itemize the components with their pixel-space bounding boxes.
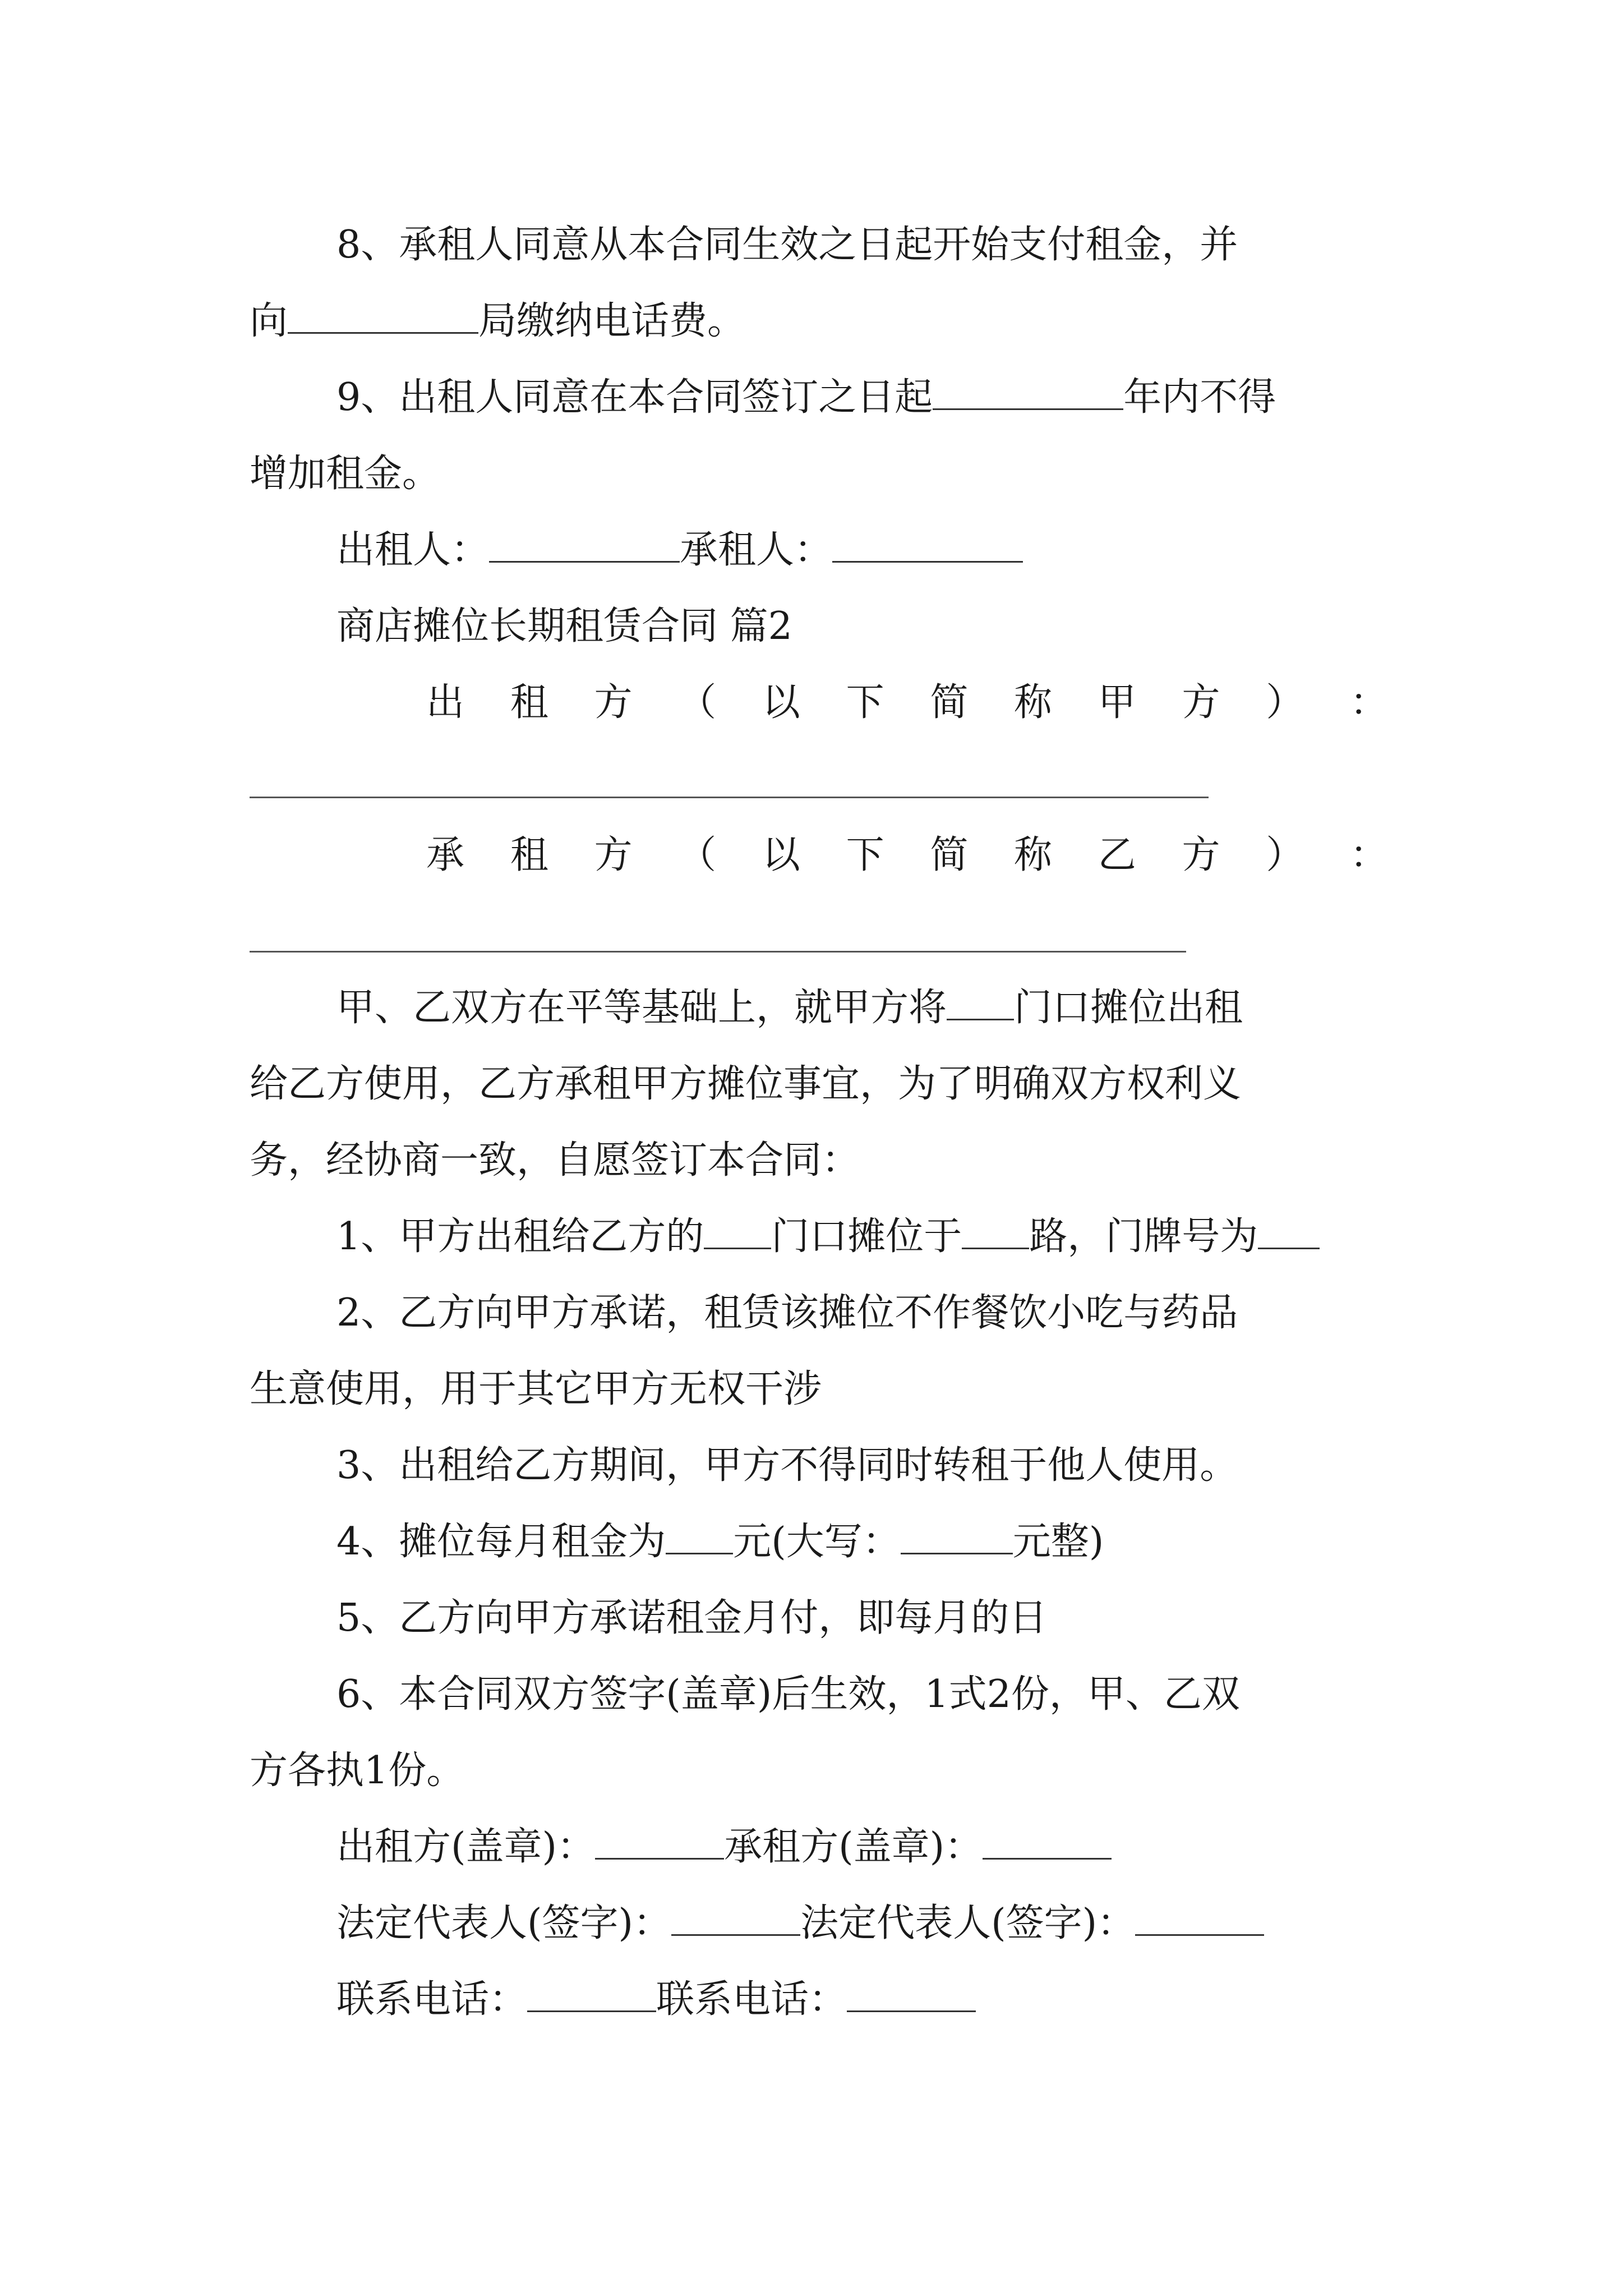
- preamble-text: 给乙方使用，乙方承租甲方摊位事宜，为了明确双方权利义: [250, 1062, 1242, 1106]
- phone-line: [336, 1975, 1388, 2025]
- party-a-char: 以: [762, 680, 800, 725]
- party-b-char: 简: [930, 833, 969, 877]
- clause-2-text-cont: 生意使用，用于其它甲方无权干涉: [250, 1367, 822, 1411]
- party-b-char: 称: [1014, 833, 1053, 877]
- party-b-char: 以: [762, 833, 800, 877]
- party-a-char: ）: [1266, 680, 1304, 725]
- party-b-char: 乙: [1098, 833, 1136, 877]
- blank-lessor-seal[interactable]: [595, 1822, 724, 1860]
- party-a-char: 称: [1014, 680, 1053, 725]
- clause-1-text-a: 1、甲方出租给乙方的: [336, 1214, 704, 1259]
- blank-road[interactable]: [962, 1212, 1029, 1249]
- clause-2-text: 2、乙方向甲方承诺，租赁该摊位不作餐饮小吃与药品: [336, 1291, 1238, 1335]
- clause-8-text-start: 向: [250, 299, 288, 343]
- clause-4-text-a: 4、摊位每月租金为: [336, 1520, 666, 1564]
- party-a-char: 下: [846, 680, 884, 725]
- clause-8-line-1: [336, 220, 1388, 270]
- blank-party-a[interactable]: [250, 797, 1209, 798]
- party-a-char: ：: [1349, 680, 1388, 725]
- clause-8-line-2: [250, 296, 1388, 347]
- blank-lessee-rep[interactable]: [1135, 1898, 1264, 1936]
- clause-2-line-2: [250, 1364, 1388, 1415]
- party-a-char: 甲: [1098, 680, 1136, 725]
- seal-line: [336, 1822, 1388, 1872]
- lessor-phone-label: 联系电话：: [336, 1977, 528, 2022]
- clause-9-text-cont: 增加租金。: [250, 452, 441, 496]
- contract-title: 商店摊位长期租赁合同 篇2: [336, 604, 792, 648]
- preamble-line-3: [250, 1135, 1388, 1186]
- clause-5-text: 5、乙方向甲方承诺租金月付，即每月的日: [336, 1596, 1048, 1640]
- clause-4: [336, 1517, 1388, 1567]
- party-a-heading: [426, 678, 1388, 728]
- party-b-char: 方: [594, 833, 633, 877]
- preamble-text-end: 门口摊位出租: [1014, 986, 1243, 1030]
- blank-telephone-bureau[interactable]: [288, 296, 478, 334]
- clause-4-text-b: 元(大写：: [733, 1520, 901, 1564]
- preamble-line-2: [250, 1059, 1388, 1110]
- party-b-char: 方: [1182, 833, 1220, 877]
- lessee-phone-label: 联系电话：: [656, 1977, 847, 2022]
- clause-6-line-1: [336, 1669, 1388, 1720]
- blank-years[interactable]: [933, 372, 1123, 410]
- representative-line: [336, 1898, 1388, 1949]
- blank-lessor-phone[interactable]: [527, 1975, 656, 2012]
- clause-3-text: 3、出租给乙方期间，甲方不得同时转租于他人使用。: [336, 1443, 1238, 1488]
- party-b-char: （: [678, 833, 717, 877]
- lessor-seal-label: 出租方(盖章)：: [336, 1825, 596, 1869]
- lessee-rep-label: 法定代表人(签字)：: [800, 1901, 1136, 1945]
- blank-lessor[interactable]: [489, 525, 680, 563]
- lessor-label: 出租人：: [336, 528, 490, 572]
- clause-6-text: 6、本合同双方签字(盖章)后生效，1式2份，甲、乙双: [336, 1672, 1240, 1717]
- lessee-seal-label: 承租方(盖章)：: [724, 1825, 983, 1869]
- section-heading: [336, 601, 1388, 652]
- party-a-char: 方: [1182, 680, 1220, 725]
- party-b-char: 承: [426, 833, 465, 877]
- clause-9-text-start: 9、出租人同意在本合同签订之日起: [336, 375, 933, 420]
- clause-2-line-1: [336, 1288, 1388, 1338]
- blank-rent-capital[interactable]: [901, 1517, 1013, 1554]
- blank-lessee[interactable]: [832, 525, 1023, 563]
- clause-9-line-1: [336, 372, 1388, 423]
- party-a-char: 租: [510, 680, 548, 725]
- clause-6-text-cont: 方各执1份。: [250, 1749, 465, 1793]
- preamble-text-start: 甲、乙双方在平等基础上，就甲方将: [336, 986, 947, 1030]
- blank-house-number[interactable]: [1258, 1212, 1320, 1249]
- clause-9-text-end: 年内不得: [1123, 375, 1276, 420]
- clause-8-text-end: 局缴纳电话费。: [478, 299, 746, 343]
- party-a-char: 简: [930, 680, 969, 725]
- party-a-char: 方: [594, 680, 633, 725]
- clause-3: [336, 1441, 1388, 1491]
- lessor-rep-label: 法定代表人(签字)：: [336, 1901, 672, 1945]
- clause-1-text-c: 路，门牌号为: [1029, 1214, 1258, 1259]
- blank-location[interactable]: [947, 983, 1014, 1020]
- preamble-line-1: [336, 983, 1388, 1033]
- clause-1-text-b: 门口摊位于: [771, 1214, 962, 1259]
- party-b-char: ）: [1266, 833, 1304, 877]
- clause-1: [336, 1212, 1388, 1262]
- blank-lessor-rep[interactable]: [671, 1898, 800, 1936]
- preamble-text: 务，经协商一致，自愿签订本合同：: [250, 1138, 860, 1182]
- party-b-char: 下: [846, 833, 884, 877]
- signature-line-1: [336, 525, 1388, 576]
- party-b-char: ：: [1349, 833, 1388, 877]
- clause-4-text-c: 元整): [1012, 1520, 1104, 1564]
- blank-lessee-phone[interactable]: [847, 1975, 976, 2012]
- blank-party-b[interactable]: [250, 951, 1186, 953]
- clause-6-line-2: [250, 1746, 1388, 1796]
- clause-9-line-2: [250, 449, 1388, 499]
- party-a-char: 出: [426, 680, 465, 725]
- party-b-heading: [426, 830, 1388, 881]
- blank-rent-amount[interactable]: [666, 1517, 733, 1554]
- blank-lessee-seal[interactable]: [983, 1822, 1112, 1860]
- lessee-label: 承租人：: [680, 528, 833, 572]
- party-a-char: （: [678, 680, 717, 725]
- party-b-char: 租: [510, 833, 548, 877]
- clause-8-text: 8、承租人同意从本合同生效之日起开始支付租金，并: [336, 223, 1238, 267]
- blank-stall-location[interactable]: [704, 1212, 771, 1249]
- clause-5: [336, 1593, 1388, 1644]
